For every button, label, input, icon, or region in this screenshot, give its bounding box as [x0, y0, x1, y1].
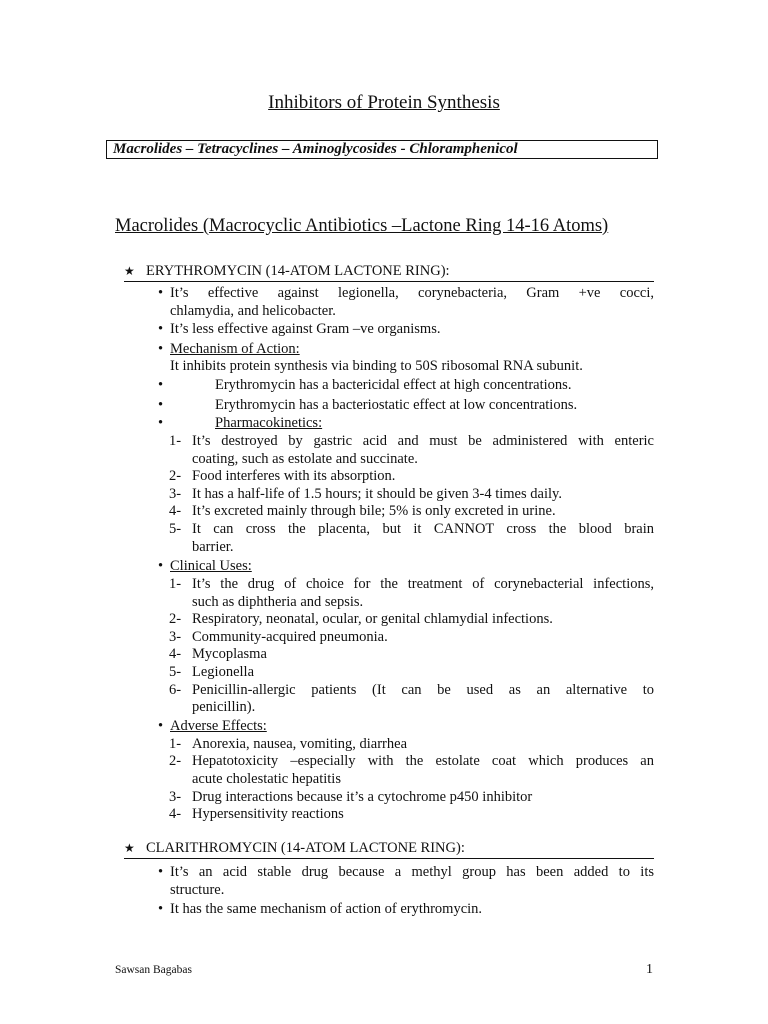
- bullet-icon: •: [158, 901, 164, 917]
- list-item: It’s excreted mainly through bile; 5% is only excreted in urine.: [192, 503, 556, 519]
- clarithro-acid-stable-line1: It’s an acid stable drug because a methyl group has been added to its: [170, 864, 654, 880]
- list-number: 5-: [169, 664, 182, 680]
- bullet-icon: •: [158, 341, 164, 357]
- bullet-icon: •: [158, 321, 164, 337]
- list-number: 4-: [169, 646, 182, 662]
- erythro-bactericidal: Erythromycin has a bactericidal effect at high concentrations.: [215, 377, 572, 393]
- list-item: Anorexia, nausea, vomiting, diarrhea: [192, 736, 408, 752]
- list-number: 4-: [169, 806, 182, 822]
- list-item: Hypersensitivity reactions: [192, 806, 344, 822]
- bullet-icon: •: [158, 415, 164, 431]
- list-number: 2-: [169, 611, 182, 627]
- erythro-ae-label: Adverse Effects:: [170, 718, 267, 734]
- list-number: 2-: [169, 468, 182, 484]
- list-item: It can cross the placenta, but it CANNOT cross the blood brain: [192, 521, 654, 537]
- star-icon: ★: [124, 841, 135, 855]
- bullet-icon: •: [158, 397, 164, 413]
- list-number: 2-: [169, 753, 182, 769]
- section-title: Macrolides (Macrocyclic Antibiotics –Lactone Ring 14-16 Atoms): [115, 216, 609, 236]
- list-item: Penicillin-allergic patients (It can be used as an alternative to: [192, 682, 654, 698]
- list-number: 1-: [169, 736, 182, 752]
- list-number: 4-: [169, 503, 182, 519]
- list-number: 3-: [169, 629, 182, 645]
- list-number: 3-: [169, 789, 182, 805]
- clarithromycin-heading-text: CLARITHROMYCIN (14-ATOM LACTONE RING):: [146, 840, 465, 856]
- bullet-icon: •: [158, 718, 164, 734]
- list-item-cont: such as diphtheria and sepsis.: [192, 594, 364, 610]
- erythro-moa-text: It inhibits protein synthesis via binding to 50S ribosomal RNA subunit.: [170, 358, 583, 374]
- list-item: Mycoplasma: [192, 646, 267, 662]
- drug-classes-box: Macrolides – Tetracyclines – Aminoglycosides - Chloramphenicol: [106, 140, 658, 159]
- erythro-cu-label: Clinical Uses:: [170, 558, 252, 574]
- list-item: It’s destroyed by gastric acid and must be administered with enteric: [192, 433, 654, 449]
- erythro-bacteriostatic: Erythromycin has a bacteriostatic effect at low concentrations.: [215, 397, 578, 413]
- list-item: It has a half-life of 1.5 hours; it should be given 3-4 times daily.: [192, 486, 562, 502]
- list-item-cont: penicillin).: [192, 699, 256, 715]
- list-item-cont: acute cholestatic hepatitis: [192, 771, 341, 787]
- bullet-icon: •: [158, 864, 164, 880]
- list-number: 6-: [169, 682, 182, 698]
- erythro-effective-line1: It’s effective against legionella, corynebacteria, Gram +ve cocci,: [170, 285, 654, 301]
- page-title: Inhibitors of Protein Synthesis: [268, 92, 500, 113]
- clarithromycin-heading: [124, 840, 654, 859]
- bullet-icon: •: [158, 558, 164, 574]
- erythromycin-heading-text: ERYTHROMYCIN (14-ATOM LACTONE RING):: [146, 263, 450, 279]
- erythromycin-heading: [124, 263, 654, 282]
- list-item: It’s the drug of choice for the treatment of corynebacterial infections,: [192, 576, 654, 592]
- clarithro-moa: It has the same mechanism of action of erythromycin.: [170, 901, 483, 917]
- footer-author: Sawsan Bagabas: [115, 964, 192, 976]
- erythro-moa-label: Mechanism of Action:: [170, 341, 300, 357]
- list-number: 1-: [169, 576, 182, 592]
- list-item: Food interferes with its absorption.: [192, 468, 396, 484]
- list-number: 3-: [169, 486, 182, 502]
- bullet-icon: •: [158, 377, 164, 393]
- list-item-cont: coating, such as estolate and succinate.: [192, 451, 418, 467]
- list-item: Drug interactions because it’s a cytochrome p450 inhibitor: [192, 789, 533, 805]
- clarithro-acid-stable-line2: structure.: [170, 882, 225, 898]
- list-number: 5-: [169, 521, 182, 537]
- erythro-less-effective: It’s less effective against Gram –ve organisms.: [170, 321, 441, 337]
- page-number: 1: [646, 962, 653, 977]
- bullet-icon: •: [158, 285, 164, 301]
- star-icon: ★: [124, 264, 135, 278]
- erythro-pk-label: Pharmacokinetics:: [215, 415, 323, 431]
- list-number: 1-: [169, 433, 182, 449]
- list-item: Legionella: [192, 664, 255, 680]
- list-item-cont: barrier.: [192, 539, 234, 555]
- list-item: Hepatotoxicity –especially with the estolate coat which produces an: [192, 753, 654, 769]
- erythro-effective-line2: chlamydia, and helicobacter.: [170, 303, 336, 319]
- list-item: Community-acquired pneumonia.: [192, 629, 388, 645]
- list-item: Respiratory, neonatal, ocular, or genital chlamydial infections.: [192, 611, 553, 627]
